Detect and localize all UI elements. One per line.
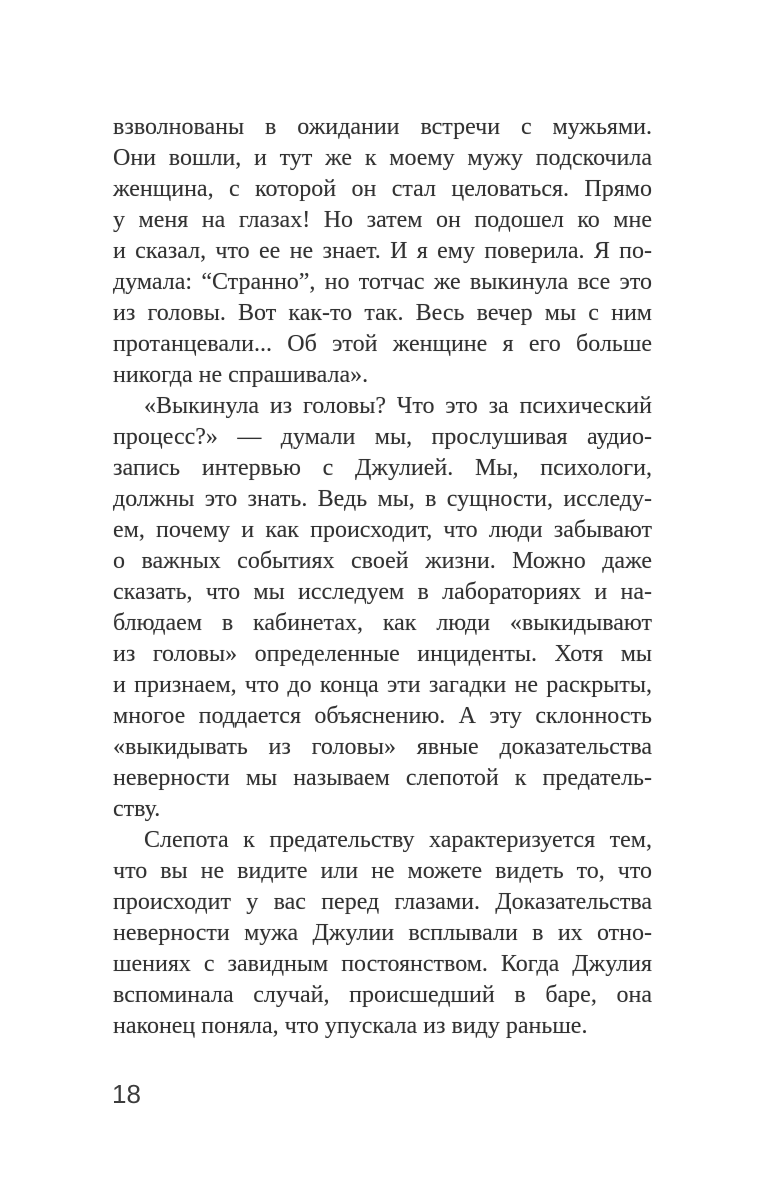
text-line: Они вошли, и тут же к моему мужу подскочила xyxy=(113,145,652,171)
text-line: «Выкинула из головы? Что это за психический xyxy=(144,393,652,419)
text-line: и сказал, что ее не знает. И я ему поверила. Я по- xyxy=(113,238,652,264)
text-line: «выкидывать из головы» явные доказательства xyxy=(113,734,652,760)
text-line: сказать, что мы исследуем в лабораториях и на- xyxy=(113,579,652,605)
text-line: блюдаем в кабинетах, как люди «выкидывают xyxy=(113,610,652,636)
text-line: что вы не видите или не можете видеть то, что xyxy=(113,858,652,884)
text-line: должны это знать. Ведь мы, в сущности, исследу- xyxy=(113,486,652,512)
text-line: вспоминала случай, происшедший в баре, она xyxy=(113,982,652,1008)
paragraph xyxy=(113,825,652,1042)
text-line: думала: “Странно”, но тотчас же выкинула все это xyxy=(113,269,652,295)
text-line: ем, почему и как происходит, что люди забывают xyxy=(113,517,652,543)
page-number: 18 xyxy=(112,1079,141,1109)
text-line: многое поддается объяснению. А эту склонность xyxy=(113,703,652,729)
text-line: женщина, с которой он стал целоваться. Прямо xyxy=(113,176,652,202)
text-line: никогда не спрашивала». xyxy=(113,362,369,388)
text-line: неверности мы называем слепотой к предатель- xyxy=(113,765,652,791)
text-line: из головы. Вот как-то так. Весь вечер мы с ним xyxy=(113,300,652,326)
text-line: шениях с завидным постоянством. Когда Джулия xyxy=(113,951,652,977)
text-line: протанцевали... Об этой женщине я его больше xyxy=(113,331,652,357)
text-line: взволнованы в ожидании встречи с мужьями. xyxy=(113,114,652,140)
text-line: неверности мужа Джулии всплывали в их отно- xyxy=(113,920,652,946)
text-line: наконец поняла, что упускала из виду раньше. xyxy=(113,1013,588,1039)
text-line: у меня на глазах! Но затем он подошел ко мне xyxy=(113,207,652,233)
text-line: ству. xyxy=(113,796,161,822)
text-line: Слепота к предательству характеризуется тем, xyxy=(144,827,652,853)
page-text xyxy=(113,112,652,1042)
text-line: из головы» определенные инциденты. Хотя мы xyxy=(113,641,652,667)
text-line: и признаем, что до конца эти загадки не раскрыты, xyxy=(113,672,652,698)
text-line: о важных событиях своей жизни. Можно даже xyxy=(113,548,652,574)
text-line: происходит у вас перед глазами. Доказательства xyxy=(113,889,652,915)
paragraph xyxy=(113,112,652,391)
paragraph xyxy=(113,391,652,825)
text-line: процесс?» — думали мы, прослушивая аудио- xyxy=(113,424,652,450)
text-line: запись интервью с Джулией. Мы, психологи, xyxy=(113,455,652,481)
